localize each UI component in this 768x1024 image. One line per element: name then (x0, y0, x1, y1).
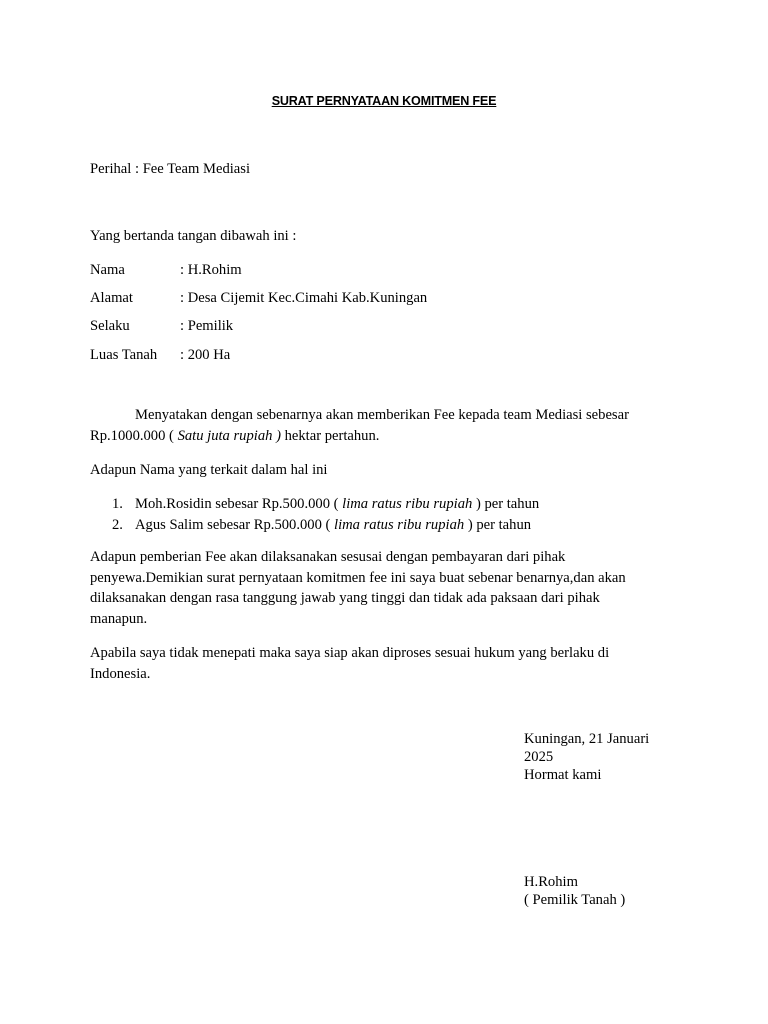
field-label-luas-tanah: Luas Tanah (90, 347, 158, 363)
field-label-selaku: Selaku (90, 318, 130, 334)
place-date: Kuningan, 21 Januari 2025 (524, 731, 650, 765)
field-value-nama: : H.Rohim (180, 262, 242, 278)
field-label-alamat: Alamat (90, 290, 133, 306)
law-paragraph: Apabila saya tidak menepati maka saya siap akan diproses sesuai hukum yang berlaku di Indonesia. (90, 645, 610, 682)
statement-tail: hektar pertahun. (280, 427, 380, 444)
closing-text: Hormat kami (524, 767, 602, 783)
list-item-amount-words: lima ratus ribu rupiah (342, 496, 473, 512)
statement-paragraph (90, 405, 660, 446)
list-number: 2. (112, 516, 123, 533)
list-item (90, 494, 660, 515)
list-item-tail: ) per tahun (464, 516, 532, 533)
signer-name: H.Rohim (524, 874, 578, 890)
names-intro: Adapun Nama yang terkait dalam hal ini (90, 462, 328, 478)
recipient-list (90, 494, 660, 535)
document-title: SURAT PERNYATAAN KOMITMEN FEE (271, 94, 497, 108)
list-item (90, 515, 660, 536)
field-value-luas-tanah: : 200 Ha (180, 347, 231, 363)
payment-paragraph: Adapun pemberian Fee akan dilaksanakan sesusai dengan pembayaran dari pihak penyewa.Demikian surat pernyataan komitmen fee ini saya buat sebenar benarnya,dan akan dilaksanakan dengan rasa tanggung jawab yang tinggi dan tidak ada paksaan dari pihak manapun. (90, 549, 626, 627)
list-item-text: Agus Salim sebesar Rp.500.000 ( (135, 516, 335, 533)
signer-role: ( Pemilik Tanah ) (524, 892, 626, 908)
signature-block (524, 873, 674, 909)
list-number: 1. (112, 496, 123, 512)
field-value-alamat: : Desa Cijemit Kec.Cimahi Kab.Kuningan (180, 290, 428, 306)
intro-text: Yang bertanda tangan dibawah ini : (90, 228, 297, 244)
field-label-nama: Nama (90, 262, 125, 278)
field-value-selaku: : Pemilik (180, 318, 234, 334)
subject-line: Perihal : Fee Team Mediasi (90, 161, 251, 177)
signature-header (524, 730, 674, 784)
statement-text: Menyatakan dengan sebenarnya akan memberikan Fee kepada team Mediasi sebesar Rp.1000.000 ( (90, 407, 629, 444)
list-item-tail: ) per tahun (472, 496, 540, 512)
list-item-amount-words: lima ratus ribu rupiah (334, 516, 465, 533)
statement-amount-words: Satu juta rupiah ) (177, 427, 281, 444)
list-item-text: Moh.Rosidin sebesar Rp.500.000 ( (135, 496, 343, 512)
